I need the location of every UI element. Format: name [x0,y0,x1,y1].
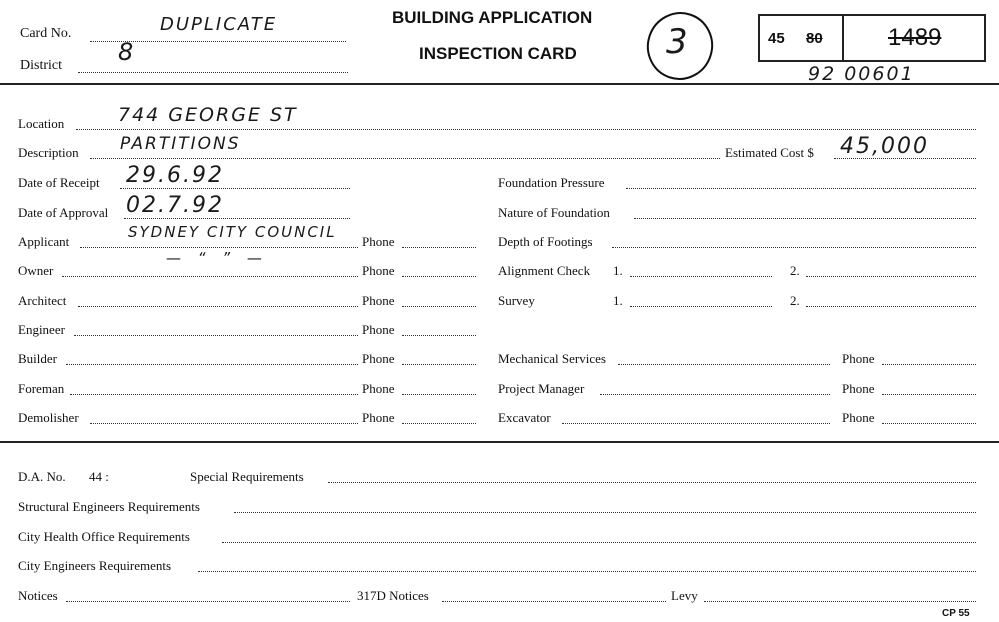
city-engineers-requirements-label: City Engineers Requirements [18,558,172,573]
owner-phone-line [402,276,476,277]
form-title-line2: INSPECTION CARD [419,44,577,63]
reference-box [758,14,986,62]
city-engineers-requirements-line [198,571,976,572]
demolisher-label: Demolisher [18,410,79,425]
alignment-check-num1: 1. [613,263,623,278]
depth-of-footings-label: Depth of Footings [498,234,593,249]
owner-line [62,276,358,277]
duplicate-stamp: DUPLICATE [160,14,278,35]
da-no-value: 44 : [89,469,109,484]
architect-phone-label: Phone [362,293,395,308]
excavator-label: Excavator [498,410,551,425]
engineer-label: Engineer [18,322,65,337]
date-of-approval-label: Date of Approval [18,205,109,220]
description-line [90,158,720,159]
foreman-label: Foreman [18,381,65,396]
owner-phone-label: Phone [362,263,395,278]
demolisher-phone-label: Phone [362,410,395,425]
date-of-receipt-label: Date of Receipt [18,175,100,190]
alignment-check-num2: 2. [790,263,800,278]
location-label: Location [18,116,65,131]
engineer-line [74,335,358,336]
notices-line [66,601,350,602]
foreman-phone-line [402,394,476,395]
nature-of-foundation-label: Nature of Foundation [498,205,610,220]
builder-label: Builder [18,351,57,366]
date-of-receipt-value: 29.6.92 [126,163,224,188]
mechanical-services-label: Mechanical Services [498,351,606,366]
project-manager-phone-line [882,394,976,395]
description-label: Description [18,145,79,160]
reference-divider [842,16,844,60]
date-of-approval-value: 02.7.92 [126,193,224,218]
da-no-label: D.A. No. [18,469,66,484]
description-value: PARTITIONS [120,134,241,154]
location-line [76,129,976,130]
architect-phone-line [402,306,476,307]
foreman-line [70,394,358,395]
estimated-cost-value: 45,000 [840,134,929,159]
builder-phone-line [402,364,476,365]
foundation-pressure-label: Foundation Pressure [498,175,605,190]
mechanical-services-phone-label: Phone [842,351,875,366]
mechanical-services-line [618,364,830,365]
owner-value: — “ ” — [166,249,268,267]
reference-handwritten: 92 00601 [808,63,915,85]
reference-prefix: 45 [768,30,785,47]
survey-line2 [806,306,976,307]
nature-of-foundation-line [634,218,976,219]
builder-line [66,364,358,365]
date-of-receipt-line [120,188,350,189]
card-no-value: 8 [118,38,136,66]
applicant-label: Applicant [18,234,70,249]
health-requirements-line [222,542,976,543]
levy-label: Levy [671,588,698,603]
district-label: District [20,58,62,73]
alignment-check-line2 [806,276,976,277]
header-divider [0,83,999,85]
survey-label: Survey [498,293,535,308]
card-no-label: Card No. [20,26,72,41]
architect-label: Architect [18,293,67,308]
reference-struck: 80 [806,30,823,47]
excavator-phone-line [882,423,976,424]
foreman-phone-label: Phone [362,381,395,396]
architect-line [78,306,358,307]
demolisher-line [90,423,358,424]
builder-phone-label: Phone [362,351,395,366]
notices-317d-line [442,601,666,602]
applicant-phone-line [402,247,476,248]
health-requirements-label: City Health Office Requirements [18,529,190,544]
applicant-phone-label: Phone [362,234,395,249]
survey-num2: 2. [790,293,800,308]
special-requirements-label: Special Requirements [190,469,304,484]
reference-number-struck: 1489 [888,24,942,51]
engineer-phone-line [402,335,476,336]
excavator-line [562,423,830,424]
applicant-value: SYDNEY CITY COUNCIL [128,223,337,241]
notices-label: Notices [18,588,58,603]
foundation-pressure-line [626,188,976,189]
survey-line1 [630,306,772,307]
survey-num1: 1. [613,293,623,308]
project-manager-label: Project Manager [498,381,585,396]
circled-number: 3 [666,22,690,62]
applicant-line [80,247,358,248]
form-code: CP 55 [942,608,970,619]
owner-label: Owner [18,263,54,278]
estimated-cost-label: Estimated Cost $ [725,145,814,160]
mechanical-services-phone-line [882,364,976,365]
district-line [78,72,348,73]
notices-317d-label: 317D Notices [357,588,429,603]
project-manager-phone-label: Phone [842,381,875,396]
section-divider [0,441,999,443]
special-requirements-line [328,482,976,483]
date-of-approval-line [124,218,350,219]
alignment-check-label: Alignment Check [498,263,591,278]
project-manager-line [600,394,830,395]
structural-requirements-label: Structural Engineers Requirements [18,499,200,514]
location-value: 744 GEORGE ST [118,104,298,126]
levy-line [704,601,976,602]
alignment-check-line1 [630,276,772,277]
demolisher-phone-line [402,423,476,424]
structural-requirements-line [234,512,976,513]
form-title-line1: BUILDING APPLICATION [392,8,593,27]
engineer-phone-label: Phone [362,322,395,337]
depth-of-footings-line [612,247,976,248]
excavator-phone-label: Phone [842,410,875,425]
